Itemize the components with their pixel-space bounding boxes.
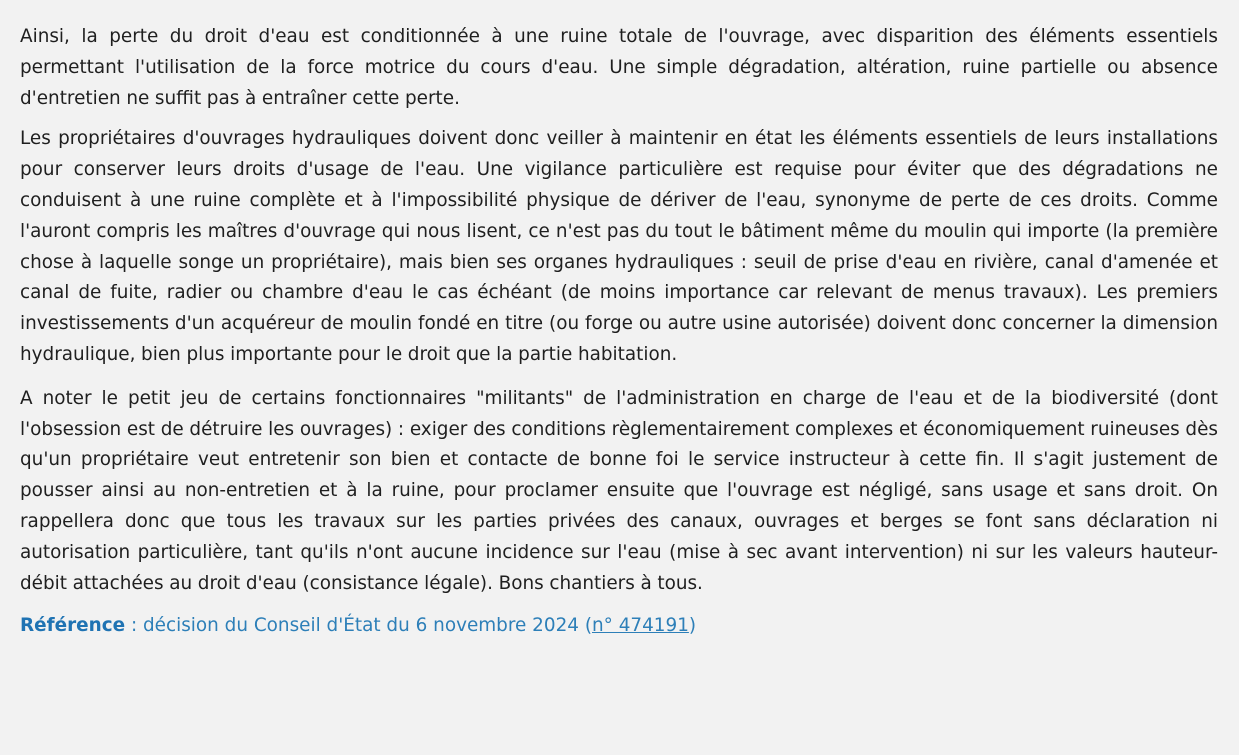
- reference-close-paren: ): [688, 615, 697, 637]
- reference-decision-link[interactable]: n° 474191: [592, 615, 689, 637]
- paragraph-perte-droit: Ainsi, la perte du droit d'eau est conditionnée à une ruine totale de l'ouvrage, avec disparition des éléments essentiels permettant l'utilisation de la force motrice du cours d'eau. Une simple dégradation, altération, ruine partielle ou absence d'entretien ne suffit pas à entraîner cette perte.: [20, 26, 1218, 109]
- reference-label: Référence: [20, 615, 126, 637]
- reference-text: : décision du Conseil d'État du 6 novembre 2024 (: [125, 615, 592, 637]
- paragraph-fonctionnaires: A noter le petit jeu de certains fonctionnaires "militants" de l'administration en charge de l'eau et de la biodiversité (dont l'obsession est de détruire les ouvrages) : exiger des conditions règlementairement complexes et économiquement ruineuses dès qu'un propriétaire veut entretenir son bien et contacte de bonne foi le service instructeur à cette fin. Il s'agit justement de pousser ainsi au non-entretien et à la ruine, pour proclamer ensuite que l'ouvrage est négligé, sans usage et sans droit. On rappellera donc que tous les travaux sur les parties privées des canaux, ouvrages et berges se font sans déclaration ni autorisation particulière, tant qu'ils n'ont aucune incidence sur l'eau (mise à sec avant intervention) ni sur les valeurs hauteur-débit attachées au droit d'eau (consistance légale). Bons chantiers à tous.: [20, 387, 1218, 594]
- reference-line: [20, 611, 1218, 642]
- paragraph-proprietaires: Les propriétaires d'ouvrages hydrauliques doivent donc veiller à maintenir en état les éléments essentiels de leurs installations pour conserver leurs droits d'usage de l'eau. Une vigilance particulière est requise pour éviter que des dégradations ne conduisent à une ruine complète et à l'impossibilité physique de dériver de l'eau, synonyme de perte de ces droits. Comme l'auront compris les maîtres d'ouvrage qui nous lisent, ce n'est pas du tout le bâtiment même du moulin qui importe (la première chose à laquelle songe un propriétaire), mais bien ses organes hydrauliques : seuil de prise d'eau en rivière, canal d'amenée et canal de fuite, radier ou chambre d'eau le cas échéant (de moins importance car relevant de menus travaux). Les premiers investissements d'un acquéreur de moulin fondé en titre (ou forge ou autre usine autorisée) doivent donc concerner la dimension hydraulique, bien plus importante pour le droit que la partie habitation.: [20, 128, 1218, 365]
